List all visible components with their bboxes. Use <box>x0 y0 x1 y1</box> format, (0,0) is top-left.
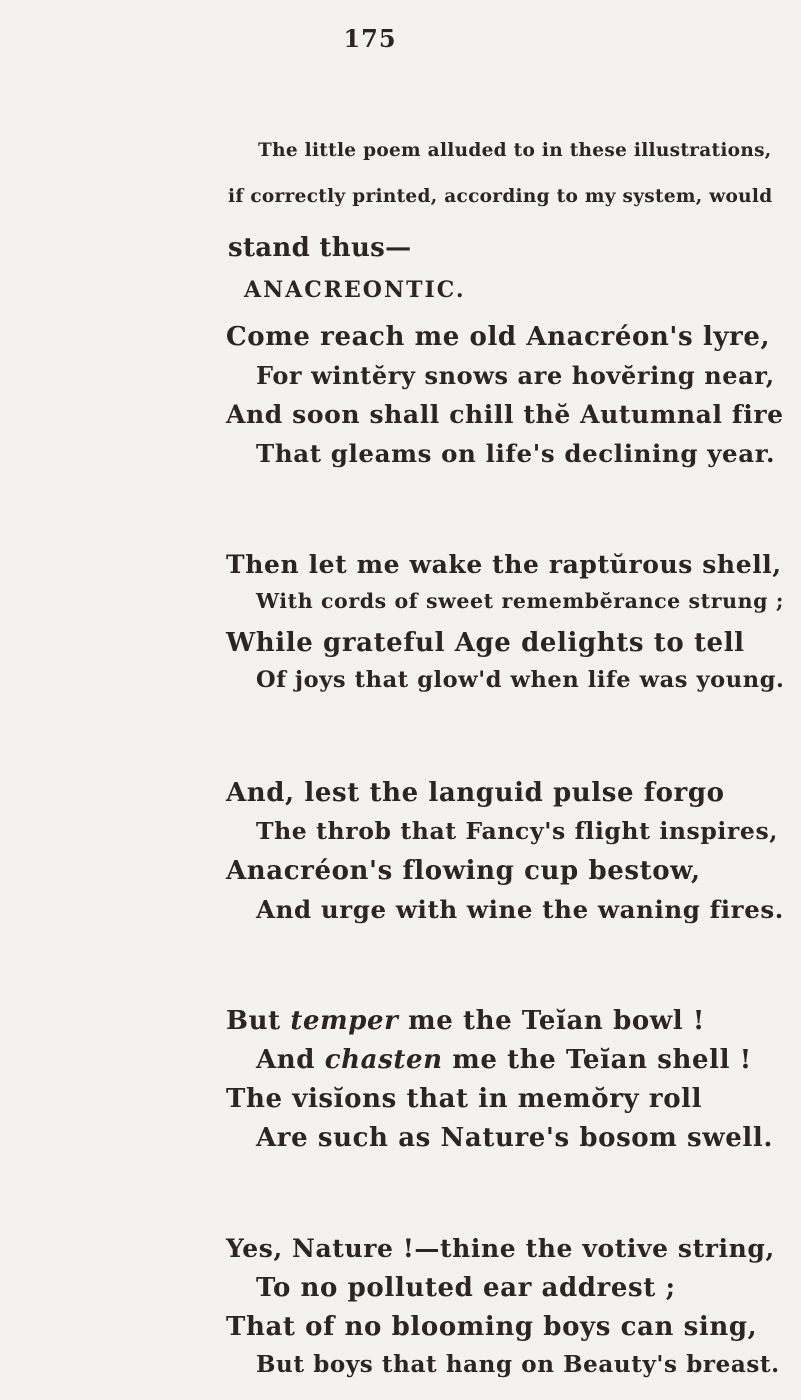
verse-line: But temper me the Teĭan bowl ! <box>226 1006 705 1036</box>
intro-line-3: stand thus— <box>228 233 412 263</box>
verse-line: And, lest the languid pulse forgo <box>226 778 725 808</box>
verse-line: Come reach me old Anacréon's lyre, <box>226 322 771 352</box>
intro-line-2: if correctly printed, according to my system, would <box>228 186 773 207</box>
emphasis-temper: temper <box>290 1006 399 1036</box>
verse-line: And soon shall chill thĕ Autumnal fire <box>226 400 784 429</box>
verse-line: Anacréon's flowing cup bestow, <box>226 856 701 886</box>
verse-line: The visĭons that in memŏry roll <box>226 1084 703 1114</box>
verse-line: Yes, Nature !—thine the votive string, <box>226 1234 775 1263</box>
poem-heading: ANACREONTIC. <box>244 277 466 303</box>
verse-line: To no polluted ear addrest ; <box>256 1273 676 1303</box>
page-number: 175 <box>343 24 397 53</box>
verse-line: For wintĕry snows are hovĕring near, <box>256 361 775 390</box>
verse-line: And urge with wine the waning fires. <box>256 895 784 924</box>
verse-line: With cords of sweet remembĕrance strung ; <box>256 589 784 613</box>
emphasis-chasten: chasten <box>324 1045 443 1075</box>
verse-line: And chasten me the Teĭan shell ! <box>256 1045 752 1075</box>
verse-line: That gleams on life's declining year. <box>256 439 776 468</box>
verse-line: But boys that hang on Beauty's breast. <box>256 1351 780 1378</box>
intro-line-1: The little poem alluded to in these illustrations, <box>258 140 772 161</box>
verse-line: That of no blooming boys can sing, <box>226 1312 758 1342</box>
verse-line: Of joys that glow'd when life was young. <box>256 667 785 693</box>
verse-line: Are such as Nature's bosom swell. <box>256 1123 773 1153</box>
verse-line: Then let me wake the raptŭrous shell, <box>226 550 782 579</box>
verse-line: The throb that Fancy's flight inspires, <box>256 817 779 845</box>
verse-line: While grateful Age delights to tell <box>226 628 745 658</box>
